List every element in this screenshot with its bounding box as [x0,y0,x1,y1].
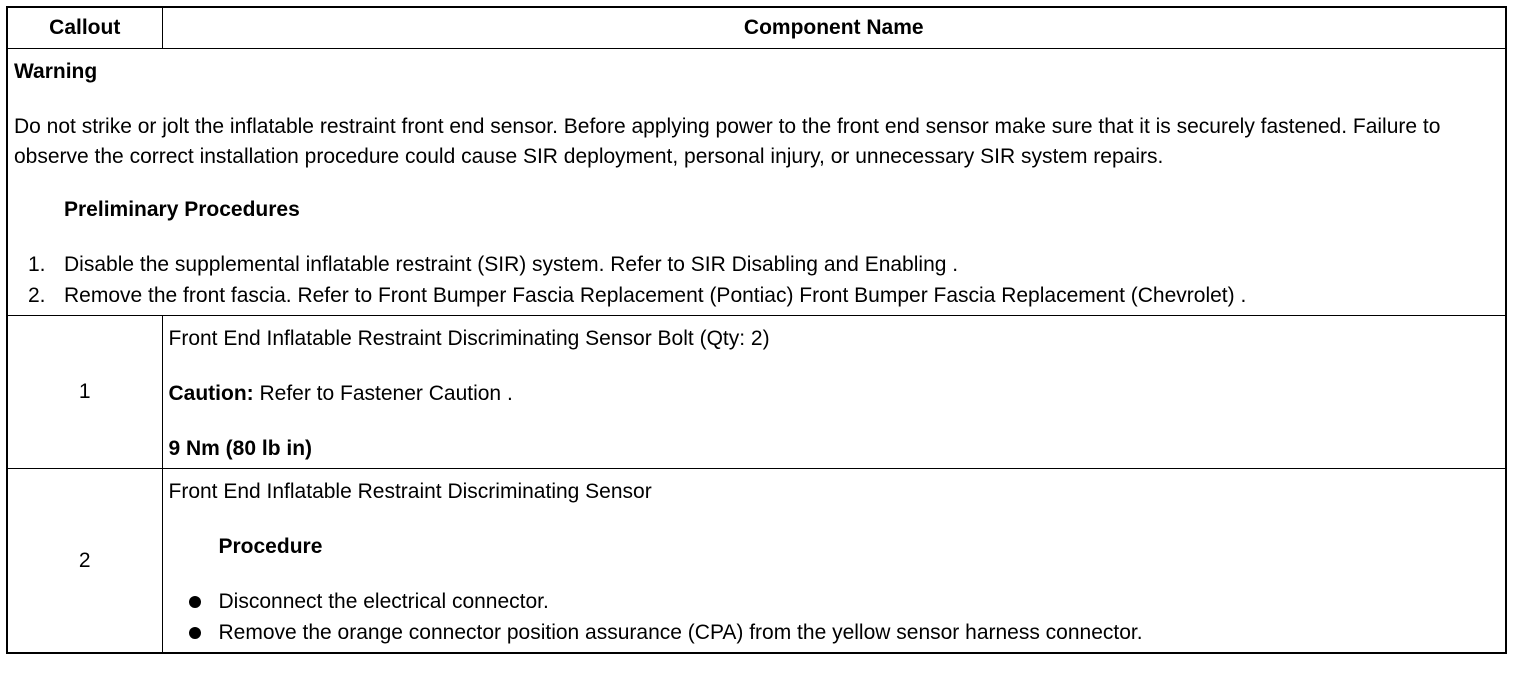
component-table [6,6,1507,654]
preliminary-steps-list [14,249,1499,311]
list-item [169,586,1500,617]
step-number: 1. [28,253,46,276]
procedure-title: Procedure [218,535,323,558]
warning-cell [7,49,1506,316]
bullet-text: Remove the orange connector position assurance (CPA) from the yellow sensor harness connector. [218,621,1143,644]
component-cell [162,316,1506,469]
warning-text: Do not strike or jolt the inflatable restraint front end sensor. Before applying power to the front end sensor make sure that it is securely fastened. Failure to observe the correct installation procedure could cause SIR deployment, personal injury, or unnecessary SIR system repairs. [14,115,1441,168]
step-text: Remove the front fascia. Refer to Front Bumper Fascia Replacement (Pontiac) Front Bumper Fascia Replacement (Chevrolet) . [64,284,1247,307]
bullet-icon [189,596,201,608]
procedure-bullets [169,586,1500,648]
warning-title: Warning [14,60,98,83]
bullet-text: Disconnect the electrical connector. [218,590,549,613]
table-row [7,469,1506,654]
component-name: Front End Inflatable Restraint Discriminating Sensor [168,480,652,503]
caution-line [169,379,1500,409]
table-row [7,316,1506,469]
warning-row [7,49,1506,316]
step-number: 2. [28,284,46,307]
list-item [169,617,1500,648]
callout-number: 2 [7,469,162,654]
component-cell [162,469,1506,654]
caution-text: Refer to Fastener Caution . [253,382,513,405]
list-item [14,249,1499,280]
component-name: Front End Inflatable Restraint Discriminating Sensor Bolt (Qty: 2) [168,327,770,350]
callout-header: Callout [7,7,162,49]
bullet-icon [189,627,201,639]
preliminary-procedures-title: Preliminary Procedures [64,198,300,221]
torque-spec: 9 Nm (80 lb in) [168,437,313,460]
table-header-row [7,7,1506,49]
caution-label: Caution: [168,382,254,405]
component-name-header: Component Name [162,7,1506,49]
step-text: Disable the supplemental inflatable restraint (SIR) system. Refer to SIR Disabling and Enabling . [64,253,959,276]
callout-number: 1 [7,316,162,469]
list-item [14,280,1499,311]
